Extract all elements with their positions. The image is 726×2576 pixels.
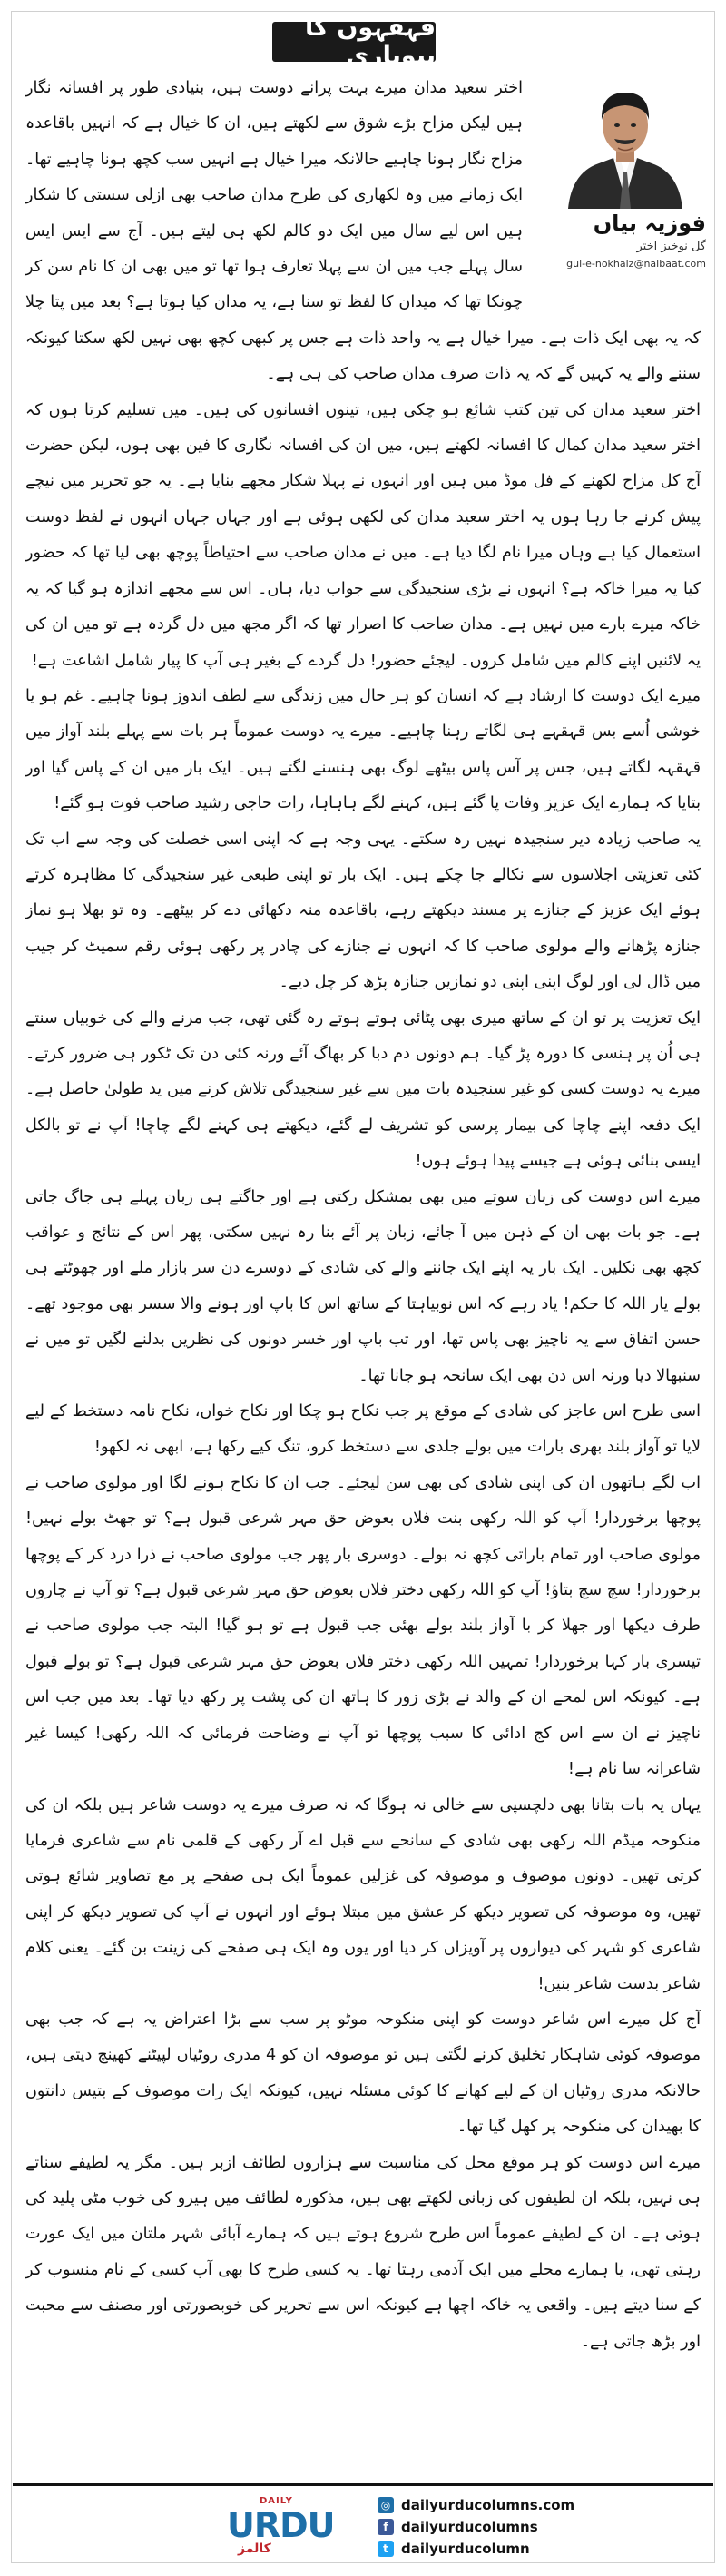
website-link[interactable] xyxy=(378,2494,577,2516)
logo-daily-text: DAILY xyxy=(260,2496,293,2506)
author-name: فوزیہ بیاں xyxy=(593,211,706,236)
author-float-spacer xyxy=(523,71,701,287)
twitter-link-text: dailyurducolumn xyxy=(401,2541,530,2557)
article-paragraph: اختر سعید مدان میرے بہت پرانے دوست ہیں، بنیادی طور پر افسانہ نگار ہیں لیکن مزاح بڑے شوق سے لکھتے ہیں، ان کا خیال ہے کہ انہیں باقاعدہ مزاح نگار ہونا چاہیے حالانکہ میرا خیال ہے انہیں سب کچھ ہونا چاہیے تھا۔ ایک زمانے میں وہ لکھاری کی طرح مدان صاحب بھی ازلی سستی کا شکار ہیں اس لیے سال میں ایک دو کالم لکھ ہی لیتے ہیں۔ آج سے ایس ایس سال پہلے جب میں ان سے پہلا تعارف ہوا تھا تو میں بھی ان کا نام سن کر چونکا تھا کہ میدان کا لفظ تو سنا ہے، یہ مدان کیا ہوتا ہے؟ بعد میں پتا چلا کہ یہ بھی ایک ذات ہے۔ میرا خیال ہے یہ واحد ذات ہے جس پر کبھی کچھ بھی نہیں لکھ سکتا کیونکہ سننے والے یہ کہیں گے کہ یہ ذات صرف مدان صاحب کی ہی ہے۔ xyxy=(25,79,701,384)
article-paragraph: اسی طرح اس عاجز کی شادی کے موقع پر جب نکاح ہو چکا اور نکاح خواں، نکاح نامہ دستخط کے لیے لایا تو آواز بلند بھری بارات میں بولے جلدی سے دستخط کرو، تنگ کیے رکھا ہے، ابھی نہ لکھو! xyxy=(25,1402,701,1457)
article-paragraph: اختر سعید مدان کی تین کتب شائع ہو چکی ہیں، تینوں افسانوں کی ہیں۔ میں تسلیم کرتا ہوں کہ اختر سعید مدان کمال کا افسانہ لکھتے ہیں، میں ان کی افسانہ نگاری کا فین بھی ہوں، لیکن حضرت آج کل مزاح لکھنے کے فل موڈ میں ہیں اور انہوں نے پہلا شکار مجھے بنایا ہے۔ یہ جو تحریر میں نیچے پیش کرنے جا رہا ہوں یہ اختر سعید مدان کی لکھی ہوئی ہے اور جہاں جہاں انہوں نے لفظ دوست استعمال کیا ہے وہاں میرا نام لگا دیا ہے۔ میں نے مدان صاحب سے احتیاطاً پوچھ بھی لیا تھا کہ حضور کیا یہ میرا خاکہ ہے؟ انہوں نے بڑی سنجیدگی سے جواب دیا، ہاں۔ اس سے مجھے اندازہ ہو گیا کہ یہ خاکہ میرے بارے میں نہیں ہے۔ مدان صاحب کا اصرار تھا کہ اگر مجھ میں دل گردہ ہے تو میں ان کی یہ لائنیں اپنے کالم میں شامل کروں۔ لیجئے حضور! دل گردے کے بغیر ہی آپ کا پیار شامل اشاعت ہے! xyxy=(25,400,701,670)
article-title-text: قہقہوں کا بیوپاری xyxy=(305,14,436,70)
site-logo[interactable] xyxy=(220,2494,356,2558)
website-link-text: dailyurducolumns.com xyxy=(401,2497,575,2513)
article-body xyxy=(25,71,701,2360)
footer-divider xyxy=(13,2483,713,2486)
article-paragraph: میرے اس دوست کو ہر موقع محل کی مناسبت سے ہزاروں لطائف ازبر ہیں۔ مگر یہ لطیفے سناتے ہی نہیں، بلکہ ان لطیفوں کی زبانی لکھتے بھی ہیں، مذکورہ لطائف میں ہیرو کی خوب مٹی پلید کی ہوتی ہے۔ ان کے لطیفے عموماً اس طرح شروع ہوتے ہیں کہ ہمارے آبائی شہر ملتان میں ایک عورت رہتی تھی، یا ہمارے محلے میں ایک آدمی رہتا تھا۔ یہ کسی طرح کا بھی آپ کسی کے نام منسوب کر کے سنا دیتے ہیں۔ واقعی یہ خاکہ اچھا ہے کیونکہ اس سے تحریر کی خوبصورتی اور مصنف سے محبت اور بڑھ جاتی ہے۔ xyxy=(25,2153,701,2351)
globe-icon: ◎ xyxy=(378,2497,394,2513)
article-paragraph: اب لگے ہاتھوں ان کی اپنی شادی کی بھی سن لیجئے۔ جب ان کا نکاح ہونے لگا اور مولوی صاحب نے پوچھا برخوردار! آپ کو اللہ رکھی بنت فلاں بعوض حق مہر شرعی قبول ہے؟ تو جھٹ بولے نہیں! مولوی صاحب اور تمام باراتی کچھ نہ بولے۔ دوسری بار پھر جب مولوی صاحب نے ذرا درد کر کے پوچھا برخوردار! سچ سچ بتاؤ! آپ کو اللہ رکھی دختر فلاں بعوض حق مہر شرعی قبول ہے؟ تو آپ نے چاروں طرف دیکھا اور جھلا کر با آواز بلند بولے بھئی جب قبول ہے تو ہو گیا! البتہ جب مولوی صاحب نے تیسری بار کہا برخوردار! تمہیں اللہ رکھی دختر فلاں بعوض حق مہر شرعی قبول ہے؟ تو بولے قبول ہے۔ کیونکہ اس لمحے ان کے والد نے بڑی زور کا ہاتھ ان کی پشت پر رکھ دیا تھا۔ بعد میں جب اس ناچیز نے ان سے اس کج ادائی کا سبب پوچھا تو آپ نے وضاحت فرمائی کہ اللہ رکھی! کیسا غیر شاعرانہ سا نام ہے! xyxy=(25,1473,701,1779)
logo-urdu-text: URDU xyxy=(227,2505,335,2545)
twitter-link[interactable] xyxy=(378,2538,577,2560)
footer xyxy=(13,2483,713,2565)
article-paragraph: میرے اس دوست کی زبان سوتے میں بھی بمشکل رکتی ہے اور جاگتے ہی زبان پہلے ہی جاگ جاتی ہے۔ جو بات بھی ان کے ذہن میں آ جائے، زبان پر آئے بنا رہ نہیں سکتی، پھر اس کے نتائج و عواقب کچھ بھی نکلیں۔ ایک بار یہ اپنے ایک جاننے والے کی شادی کے دوسرے دن سر بازار ملے اور چھوٹتے ہی بولے یار اللہ کا حکم! یاد رہے کہ اس نوبیاہتا کے ساتھ اس کا باپ اور ہونے والا سسر بھی موجود تھے۔ حسن اتفاق سے یہ ناچیز بھی پاس تھا، اور تب باپ اور خسر دونوں کی نظریں بدلنے لگیں تو میں نے سنبھالا دیا ورنہ اس دن بھی ایک سانحہ ہو جانا تھا۔ xyxy=(25,1187,701,1385)
article-paragraph: ایک تعزیت پر تو ان کے ساتھ میری بھی پٹائی ہوتے ہوتے رہ گئی تھی، جب مرنے والے کی خوبیاں سنتے ہی اُن پر ہنسی کا دورہ پڑ گیا۔ ہم دونوں دم دبا کر بھاگ آئے ورنہ کئی دن تک ٹکور ہی ضرور کرتے۔ میرے یہ دوست کسی کو غیر سنجیدہ بات میں سے غیر سنجیدگی تلاش کرنے میں ید طولیٰ حاصل ہے۔ ایک دفعہ اپنے چاچا کی بیمار پرسی کو تشریف لے گئے، دیکھتے ہی کہنے لگے چاچا! آپ نے تو بالکل ایسی بنائی ہوئی ہے جیسے پیدا ہوئے ہوں! xyxy=(25,1008,701,1171)
article-paragraph: یہ صاحب زیادہ دیر سنجیدہ نہیں رہ سکتے۔ یہی وجہ ہے کہ اپنی اسی خصلت کی وجہ سے اب تک کئی تعزیتی اجلاسوں سے نکالے جا چکے ہیں۔ ایک بار تو اپنی طبعی غیر سنجیدگی کا مظاہرہ کرتے ہوئے ایک عزیز کے جنازے پر مسند دیکھتے رہے، باقاعدہ منہ دکھائی دے کر بیٹھے۔ وہ تو بھلا ہو نماز جنازہ پڑھانے والے مولوی صاحب کا کہ انہوں نے جنازے کی چادر پر رکھی ہوئی رقم سمیٹ کر جیب میں ڈال لی اور لوگ اپنی اپنی دو نمازیں جنازہ پڑھ کر چل دیے۔ xyxy=(25,830,701,992)
twitter-icon: t xyxy=(378,2541,394,2557)
author-email: gul-e-nokhaiz@naibaat.com xyxy=(566,258,706,270)
social-links xyxy=(378,2494,577,2560)
facebook-link-text: dailyurducolumns xyxy=(401,2519,538,2535)
facebook-icon: f xyxy=(378,2519,394,2535)
facebook-link[interactable] xyxy=(378,2516,577,2538)
article-paragraph: آج کل میرے اس شاعر دوست کو اپنی منکوحہ موٹو پر سب سے بڑا اعتراض یہ ہے کہ جب بھی موصوفہ کوئی شاہکار تخلیق کرنے لگتی ہیں تو موصوفہ ان کو 4 مدری روٹیاں لپیٹنے کھینچ دیتی ہیں، حالانکہ مدری روٹیاں ان کے لیے کھانے کا کوئی مسئلہ نہیں، کیونکہ ایک رات موصوف کے بتیس دانتوں کا بھیدان کی منکوحہ پر کھل گیا تھا۔ xyxy=(25,2010,701,2137)
author-subtitle: گل نوخیز اختر xyxy=(636,240,706,253)
article-paragraph: یہاں یہ بات بتانا بھی دلچسپی سے خالی نہ ہوگا کہ نہ صرف میرے یہ دوست شاعر ہیں بلکہ ان کی منکوحہ میڈم اللہ رکھی بھی شادی کے سانحے سے قبل اے آر رکھی کے قلمی نام سے شاعری فرمایا کرتی تھیں۔ دونوں موصوف و موصوفہ کی غزلیں عموماً ایک ہی صفحے پر مع تصاویر شائع ہوتی تھیں، وہ موصوفہ کی تصویر دیکھ کر عشق میں مبتلا ہوئے اور انہوں نے آپ کی تصویر دیکھ کر اپنی شاعری کو شہر کی دیواروں پر آویزاں کر دیا اور یوں وہ ایک ہی صفحے کی زینت بن گئے۔ یعنی کلام شاعر بدست شاعر بنیں! xyxy=(25,1795,701,1993)
logo-columns-text: کالمز xyxy=(238,2542,271,2556)
article-paragraph: میرے ایک دوست کا ارشاد ہے کہ انسان کو ہر حال میں زندگی سے لطف اندوز ہونا چاہیے۔ غم ہو یا خوشی اُسے بس قہقہے ہی لگاتے رہنا چاہیے۔ میرے یہ دوست عموماً ہر بات سے پہلے بلند آواز میں قہقہہ لگاتے ہیں، جس پر آس پاس بیٹھے لوگ بھی ہنسنے لگتے ہیں۔ ایک بار میں ان کے پاس گیا اور بتایا کہ ہمارے ایک عزیز وفات پا گئے ہیں، کہنے لگے ہاہاہا، رات حاجی رشید صاحب فوت ہو گئے! xyxy=(25,686,701,813)
article-title xyxy=(272,14,436,70)
